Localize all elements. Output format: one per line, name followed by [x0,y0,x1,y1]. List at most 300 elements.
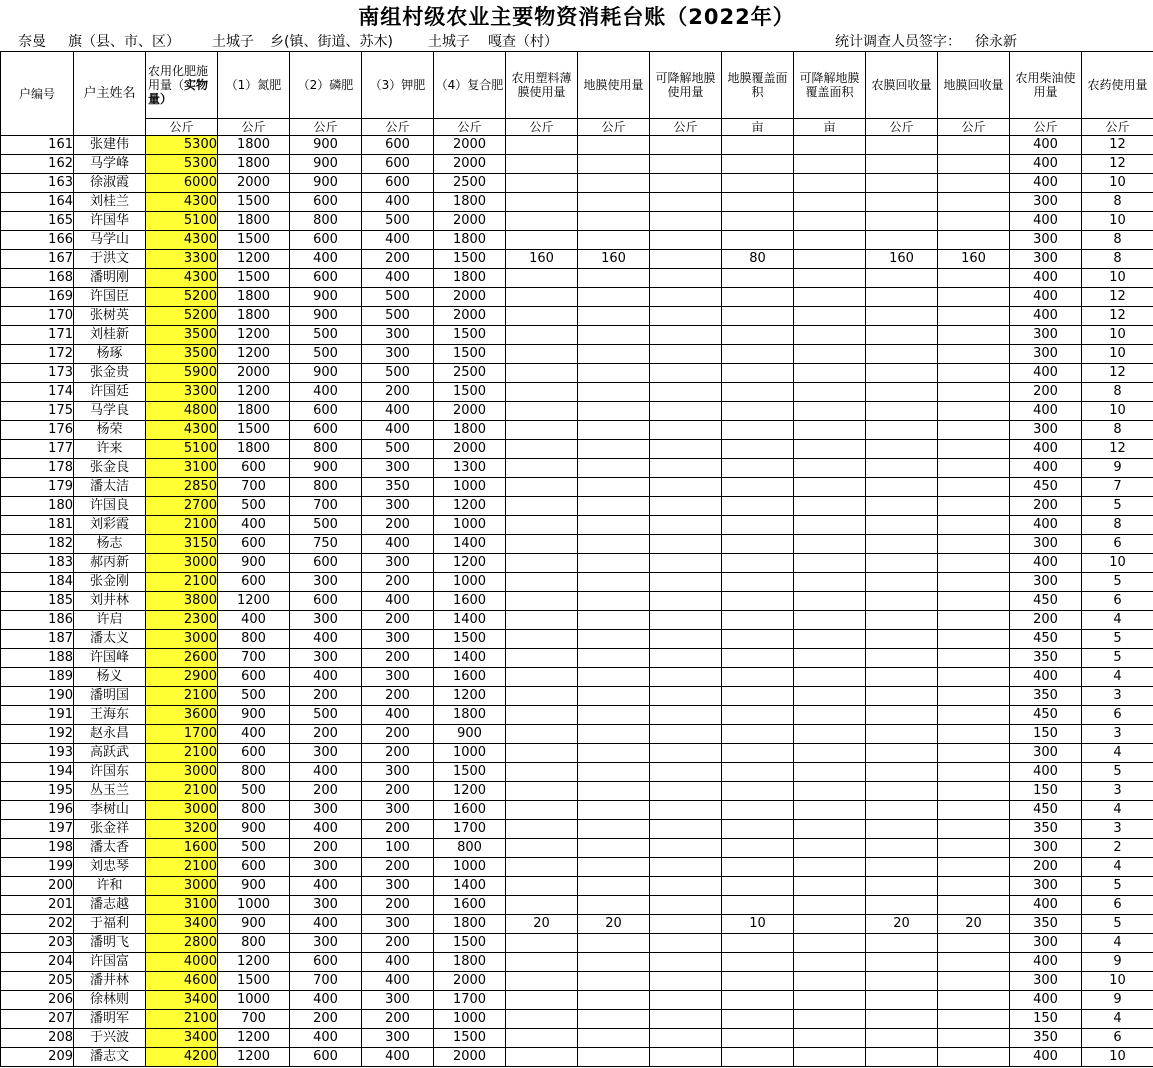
cell-degradable-film [650,212,722,231]
cell-household-name: 张建伟 [74,136,146,155]
cell-film-recovery [866,307,938,326]
cell-potash: 400 [362,592,434,611]
cell-fertilizer-total: 3400 [146,915,218,934]
table-row [1,1048,1153,1067]
table-row [1,668,1153,687]
cell-degradable-film [650,934,722,953]
cell-degradable-film [650,288,722,307]
cell-nitrogen: 1500 [218,269,290,288]
table-row [1,364,1153,383]
cell-mulch-film [578,364,650,383]
cell-mulch-film [578,972,650,991]
cell-compound: 1500 [434,383,506,402]
cell-plastic-film [506,516,578,535]
cell-mulch-film [578,421,650,440]
cell-mulch-area [722,459,794,478]
cell-potash: 600 [362,155,434,174]
cell-potash: 300 [362,668,434,687]
cell-mulch-area [722,193,794,212]
cell-pesticide: 3 [1082,782,1153,801]
cell-household-name: 潘太洁 [74,478,146,497]
cell-mulch-film [578,820,650,839]
cell-pesticide: 12 [1082,307,1153,326]
cell-household-id: 204 [1,953,74,972]
cell-pesticide: 10 [1082,174,1153,193]
cell-pesticide: 2 [1082,839,1153,858]
cell-degradable-area [794,744,866,763]
table-row [1,459,1153,478]
cell-mulch-recovery [938,1048,1010,1067]
cell-pesticide: 5 [1082,630,1153,649]
cell-film-recovery: 160 [866,250,938,269]
cell-film-recovery [866,725,938,744]
cell-diesel: 400 [1010,174,1082,193]
cell-mulch-area [722,972,794,991]
cell-pesticide: 10 [1082,1048,1153,1067]
cell-mulch-film [578,193,650,212]
cell-film-recovery [866,573,938,592]
cell-degradable-film [650,383,722,402]
cell-potash: 500 [362,307,434,326]
cell-film-recovery [866,972,938,991]
cell-phosphate: 300 [290,801,362,820]
cell-film-recovery [866,478,938,497]
cell-plastic-film [506,497,578,516]
cell-phosphate: 500 [290,345,362,364]
cell-mulch-film [578,212,650,231]
cell-mulch-recovery [938,953,1010,972]
cell-phosphate: 900 [290,155,362,174]
cell-compound: 1500 [434,345,506,364]
cell-mulch-film [578,934,650,953]
cell-mulch-area [722,649,794,668]
cell-phosphate: 700 [290,497,362,516]
cell-fertilizer-total: 2600 [146,649,218,668]
cell-compound: 1200 [434,782,506,801]
cell-potash: 200 [362,649,434,668]
cell-mulch-film [578,744,650,763]
cell-compound: 1800 [434,915,506,934]
cell-film-recovery [866,459,938,478]
cell-household-name: 高跃武 [74,744,146,763]
cell-film-recovery [866,706,938,725]
cell-mulch-area [722,554,794,573]
cell-plastic-film [506,421,578,440]
cell-fertilizer-total: 3100 [146,896,218,915]
cell-fertilizer-total: 4000 [146,953,218,972]
cell-film-recovery [866,1010,938,1029]
cell-nitrogen: 1200 [218,383,290,402]
cell-phosphate: 200 [290,1010,362,1029]
cell-mulch-recovery [938,896,1010,915]
cell-mulch-recovery [938,763,1010,782]
cell-mulch-area [722,630,794,649]
cell-degradable-area [794,915,866,934]
cell-household-name: 张金祥 [74,820,146,839]
cell-compound: 1800 [434,193,506,212]
cell-household-id: 169 [1,288,74,307]
location-line [0,33,1153,51]
cell-degradable-film [650,649,722,668]
cell-mulch-area [722,839,794,858]
cell-household-id: 164 [1,193,74,212]
cell-phosphate: 300 [290,744,362,763]
cell-mulch-area [722,402,794,421]
banner-name: 奈曼 [18,34,46,50]
cell-degradable-area [794,858,866,877]
cell-film-recovery [866,991,938,1010]
cell-diesel: 200 [1010,383,1082,402]
cell-degradable-film [650,269,722,288]
cell-plastic-film [506,839,578,858]
cell-compound: 1500 [434,1029,506,1048]
cell-film-recovery [866,421,938,440]
cell-degradable-film [650,725,722,744]
cell-phosphate: 800 [290,478,362,497]
cell-degradable-film [650,364,722,383]
cell-household-id: 186 [1,611,74,630]
cell-diesel: 400 [1010,364,1082,383]
cell-pesticide: 9 [1082,991,1153,1010]
cell-degradable-film [650,402,722,421]
cell-nitrogen: 800 [218,630,290,649]
cell-film-recovery [866,820,938,839]
cell-potash: 400 [362,402,434,421]
cell-pesticide: 10 [1082,269,1153,288]
cell-compound: 1300 [434,459,506,478]
cell-pesticide: 10 [1082,212,1153,231]
cell-plastic-film [506,953,578,972]
cell-nitrogen: 700 [218,1010,290,1029]
cell-phosphate: 600 [290,402,362,421]
cell-potash: 400 [362,269,434,288]
cell-household-id: 194 [1,763,74,782]
cell-pesticide: 12 [1082,136,1153,155]
cell-mulch-recovery [938,839,1010,858]
cell-diesel: 350 [1010,687,1082,706]
cell-film-recovery [866,782,938,801]
cell-pesticide: 12 [1082,364,1153,383]
cell-pesticide: 10 [1082,554,1153,573]
header-phosphate: （2）磷肥 [290,52,362,119]
cell-plastic-film [506,535,578,554]
cell-film-recovery [866,1029,938,1048]
cell-diesel: 300 [1010,877,1082,896]
cell-household-id: 200 [1,877,74,896]
cell-potash: 400 [362,706,434,725]
cell-degradable-film [650,630,722,649]
table-row [1,516,1153,535]
cell-degradable-area [794,1010,866,1029]
cell-compound: 1800 [434,953,506,972]
cell-degradable-area [794,573,866,592]
table-row [1,782,1153,801]
cell-phosphate: 600 [290,421,362,440]
cell-fertilizer-total: 3400 [146,1029,218,1048]
cell-phosphate: 800 [290,440,362,459]
cell-film-recovery [866,896,938,915]
cell-mulch-area [722,611,794,630]
table-row [1,820,1153,839]
cell-degradable-area [794,440,866,459]
cell-fertilizer-total: 3000 [146,877,218,896]
cell-phosphate: 900 [290,307,362,326]
cell-diesel: 150 [1010,725,1082,744]
cell-mulch-recovery [938,155,1010,174]
cell-household-name: 刘彩霞 [74,516,146,535]
cell-degradable-area [794,459,866,478]
cell-household-id: 201 [1,896,74,915]
cell-plastic-film [506,934,578,953]
cell-household-name: 许国臣 [74,288,146,307]
cell-diesel: 450 [1010,478,1082,497]
cell-household-name: 潘明飞 [74,934,146,953]
cell-fertilizer-total: 3300 [146,383,218,402]
cell-potash: 200 [362,611,434,630]
cell-degradable-film [650,744,722,763]
cell-potash: 400 [362,231,434,250]
cell-mulch-film [578,136,650,155]
cell-household-id: 198 [1,839,74,858]
cell-compound: 2500 [434,174,506,193]
cell-mulch-area [722,155,794,174]
cell-plastic-film [506,725,578,744]
cell-degradable-area [794,288,866,307]
cell-diesel: 400 [1010,554,1082,573]
cell-film-recovery [866,193,938,212]
cell-mulch-area [722,934,794,953]
cell-compound: 1400 [434,535,506,554]
cell-pesticide: 7 [1082,478,1153,497]
cell-mulch-recovery [938,611,1010,630]
cell-plastic-film [506,991,578,1010]
cell-potash: 500 [362,288,434,307]
cell-phosphate: 200 [290,725,362,744]
cell-compound: 1800 [434,269,506,288]
cell-nitrogen: 1500 [218,231,290,250]
cell-mulch-recovery: 20 [938,915,1010,934]
cell-film-recovery [866,497,938,516]
cell-pesticide: 5 [1082,649,1153,668]
cell-degradable-area [794,554,866,573]
header-mulch-film: 地膜使用量 [578,52,650,119]
cell-mulch-area [722,440,794,459]
cell-fertilizer-total: 3300 [146,250,218,269]
cell-mulch-film [578,269,650,288]
unit-compound: 公斤 [434,119,506,136]
cell-household-id: 187 [1,630,74,649]
cell-household-id: 172 [1,345,74,364]
cell-household-id: 196 [1,801,74,820]
cell-phosphate: 400 [290,1029,362,1048]
cell-diesel: 450 [1010,801,1082,820]
cell-compound: 2000 [434,1048,506,1067]
cell-mulch-area [722,1048,794,1067]
cell-household-id: 191 [1,706,74,725]
page-title: 南组村级农业主要物资消耗台账（2022年） [358,5,795,29]
cell-film-recovery [866,212,938,231]
cell-degradable-area [794,706,866,725]
cell-mulch-recovery [938,326,1010,345]
cell-degradable-area [794,193,866,212]
cell-household-id: 176 [1,421,74,440]
cell-degradable-area [794,953,866,972]
table-row [1,858,1153,877]
cell-film-recovery [866,516,938,535]
cell-degradable-area [794,269,866,288]
cell-plastic-film [506,174,578,193]
cell-compound: 800 [434,839,506,858]
cell-pesticide: 12 [1082,155,1153,174]
cell-potash: 300 [362,630,434,649]
cell-household-id: 190 [1,687,74,706]
cell-film-recovery [866,174,938,193]
cell-plastic-film [506,877,578,896]
cell-household-name: 潘志文 [74,1048,146,1067]
cell-phosphate: 500 [290,706,362,725]
cell-mulch-recovery [938,801,1010,820]
cell-nitrogen: 700 [218,649,290,668]
cell-mulch-film [578,687,650,706]
cell-diesel: 400 [1010,307,1082,326]
cell-diesel: 300 [1010,421,1082,440]
cell-mulch-area [722,687,794,706]
cell-mulch-area [722,1029,794,1048]
cell-household-name: 潘井林 [74,972,146,991]
cell-household-name: 许启 [74,611,146,630]
cell-mulch-area [722,573,794,592]
cell-nitrogen: 600 [218,744,290,763]
cell-degradable-film [650,1010,722,1029]
cell-plastic-film [506,1029,578,1048]
cell-degradable-area [794,820,866,839]
cell-mulch-area [722,820,794,839]
cell-household-id: 205 [1,972,74,991]
cell-household-id: 167 [1,250,74,269]
cell-phosphate: 200 [290,839,362,858]
cell-household-id: 165 [1,212,74,231]
cell-potash: 200 [362,934,434,953]
cell-household-id: 188 [1,649,74,668]
header-pesticide: 农药使用量 [1082,52,1153,119]
cell-degradable-film [650,991,722,1010]
cell-household-name: 徐林则 [74,991,146,1010]
table-row [1,1010,1153,1029]
cell-diesel: 300 [1010,231,1082,250]
cell-potash: 300 [362,554,434,573]
village-name: 土城子 [428,34,470,50]
township-unit: 乡(镇、街道、苏木) [270,34,393,50]
cell-film-recovery [866,687,938,706]
cell-plastic-film [506,801,578,820]
cell-degradable-area [794,516,866,535]
cell-phosphate: 600 [290,193,362,212]
cell-potash: 300 [362,1029,434,1048]
header-compound: （4）复合肥 [434,52,506,119]
table-row [1,706,1153,725]
table-row [1,554,1153,573]
cell-fertilizer-total: 4300 [146,193,218,212]
cell-mulch-film [578,877,650,896]
cell-household-name: 于洪文 [74,250,146,269]
cell-mulch-recovery [938,497,1010,516]
cell-household-id: 207 [1,1010,74,1029]
cell-phosphate: 600 [290,269,362,288]
cell-household-id: 193 [1,744,74,763]
cell-mulch-film [578,535,650,554]
cell-compound: 1500 [434,326,506,345]
unit-pesticide: 公斤 [1082,119,1153,136]
cell-mulch-film [578,497,650,516]
cell-phosphate: 900 [290,174,362,193]
table-row [1,383,1153,402]
table-row [1,915,1153,934]
cell-mulch-area [722,326,794,345]
cell-fertilizer-total: 3600 [146,706,218,725]
cell-pesticide: 4 [1082,668,1153,687]
cell-phosphate: 750 [290,535,362,554]
cell-fertilizer-total: 2900 [146,668,218,687]
cell-plastic-film [506,459,578,478]
cell-pesticide: 5 [1082,877,1153,896]
cell-diesel: 300 [1010,839,1082,858]
cell-film-recovery [866,440,938,459]
cell-household-id: 177 [1,440,74,459]
cell-household-id: 178 [1,459,74,478]
header-household-id: 户编号 [1,52,74,136]
table-row [1,573,1153,592]
cell-phosphate: 900 [290,364,362,383]
cell-mulch-area [722,478,794,497]
table-row [1,269,1153,288]
cell-mulch-film [578,383,650,402]
cell-plastic-film [506,478,578,497]
cell-nitrogen: 1500 [218,421,290,440]
cell-phosphate: 200 [290,687,362,706]
unit-mulch-recovery: 公斤 [938,119,1010,136]
cell-household-id: 171 [1,326,74,345]
cell-film-recovery [866,269,938,288]
cell-nitrogen: 1800 [218,307,290,326]
cell-nitrogen: 900 [218,915,290,934]
cell-compound: 1400 [434,649,506,668]
cell-phosphate: 300 [290,934,362,953]
cell-mulch-area [722,212,794,231]
cell-pesticide: 12 [1082,440,1153,459]
cell-fertilizer-total: 2850 [146,478,218,497]
cell-mulch-area [722,516,794,535]
cell-degradable-area [794,991,866,1010]
cell-mulch-film [578,155,650,174]
cell-mulch-recovery [938,573,1010,592]
cell-film-recovery [866,402,938,421]
cell-degradable-film [650,478,722,497]
cell-plastic-film [506,858,578,877]
cell-plastic-film [506,611,578,630]
table-row [1,896,1153,915]
cell-nitrogen: 800 [218,934,290,953]
cell-degradable-area [794,896,866,915]
cell-pesticide: 4 [1082,801,1153,820]
cell-film-recovery [866,953,938,972]
cell-nitrogen: 1200 [218,345,290,364]
unit-phosphate: 公斤 [290,119,362,136]
cell-mulch-recovery [938,877,1010,896]
cell-diesel: 450 [1010,630,1082,649]
cell-film-recovery [866,592,938,611]
cell-household-name: 许国华 [74,212,146,231]
cell-potash: 600 [362,136,434,155]
